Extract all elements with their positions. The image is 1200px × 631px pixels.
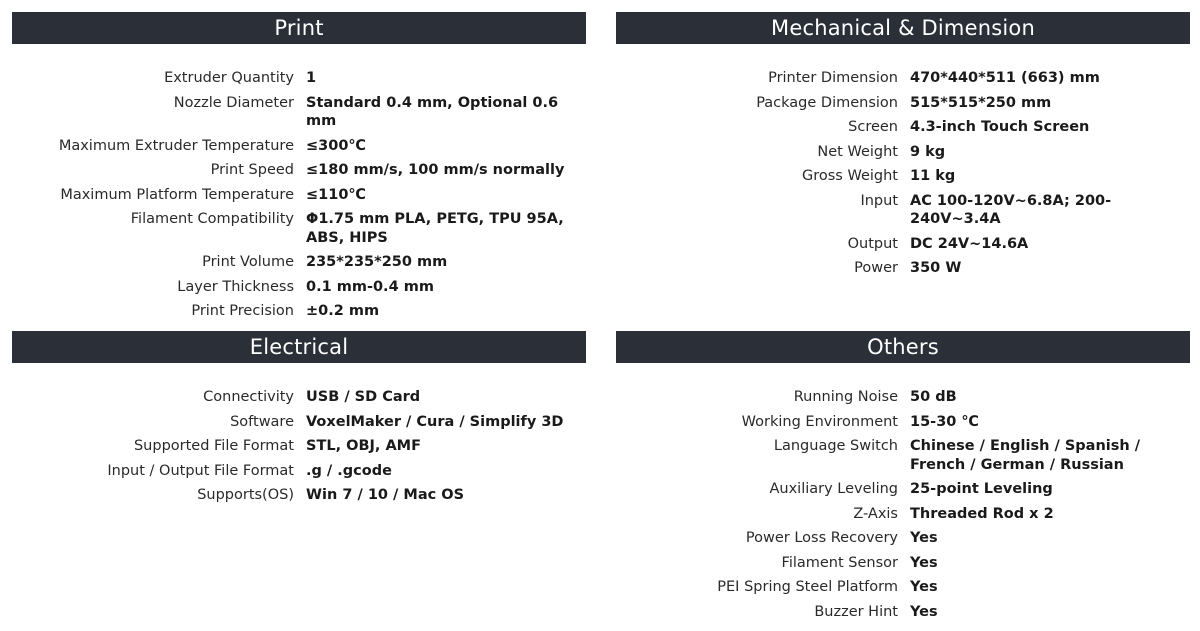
spec-label: Print Volume: [202, 254, 294, 270]
spec-row: [616, 69, 1190, 88]
spec-label: Connectivity: [203, 389, 294, 405]
spec-value: 4.3-inch Touch Screen: [910, 119, 1090, 135]
print-section: [12, 12, 586, 327]
spec-row: [12, 186, 586, 205]
spec-value: ≤110℃: [306, 186, 366, 203]
spec-value: USB / SD Card: [306, 389, 421, 405]
spec-row: [12, 94, 586, 131]
spec-row: [12, 69, 586, 88]
spec-value: Threaded Rod x 2: [910, 505, 1054, 522]
spec-label: Supported File Format: [133, 438, 294, 454]
spec-row: [616, 235, 1190, 254]
spec-value: Chinese / English / Spanish / French / German / Russian: [910, 438, 1141, 473]
mechanical-spec-list: [616, 69, 1190, 278]
spec-value: Φ1.75 mm PLA, PETG, TPU 95A, ABS, HIPS: [306, 211, 564, 246]
spec-label: Input: [860, 192, 898, 209]
spec-value: 11 kg: [910, 168, 956, 184]
spec-label: Input / Output File Format: [107, 462, 294, 479]
spec-row: [616, 603, 1190, 622]
spec-row: [616, 437, 1190, 474]
spec-label: Filament Sensor: [781, 554, 898, 571]
spec-label: Maximum Platform Temperature: [60, 186, 294, 203]
spec-value: 15-30 ℃: [910, 413, 979, 430]
spec-label: Filament Compatibility: [130, 211, 294, 227]
spec-label: Package Dimension: [756, 94, 898, 111]
spec-row: [616, 259, 1190, 278]
spec-value: 235*235*250 mm: [306, 254, 448, 270]
spec-label: Maximum Extruder Temperature: [58, 137, 294, 154]
spec-label: Z-Axis: [853, 505, 898, 522]
spec-value: 470*440*511 (663) mm: [910, 70, 1100, 86]
others-section: [616, 331, 1190, 627]
spec-row: [12, 253, 586, 272]
spec-label: Auxiliary Leveling: [769, 481, 898, 497]
spec-value: AC 100-120V~6.8A; 200-240V~3.4A: [910, 192, 1112, 227]
spec-row: [12, 462, 586, 481]
spec-value: 50 dB: [910, 389, 957, 405]
spec-value: 0.1 mm-0.4 mm: [306, 278, 434, 295]
spec-row: [616, 167, 1190, 186]
spec-row: [616, 505, 1190, 524]
spec-value: STL, OBJ, AMF: [306, 438, 422, 454]
spec-value: Yes: [910, 530, 938, 546]
spec-row: [12, 388, 586, 407]
spec-label: PEI Spring Steel Platform: [717, 579, 898, 595]
spec-label: Power Loss Recovery: [745, 530, 898, 546]
spec-label: Working Environment: [741, 413, 898, 430]
spec-value: 25-point Leveling: [910, 481, 1053, 497]
spec-label: Printer Dimension: [768, 70, 898, 86]
spec-label: Supports(OS): [197, 487, 294, 503]
spec-value: 350 W: [910, 260, 962, 276]
spec-value: ±0.2 mm: [306, 303, 380, 319]
spec-row: [12, 302, 586, 321]
mechanical-section: [616, 12, 1190, 284]
spec-label: Output: [847, 235, 898, 252]
spec-row: [12, 161, 586, 180]
others-section-title: Others: [616, 331, 1190, 363]
electrical-section: [12, 331, 586, 511]
spec-value: DC 24V~14.6A: [910, 235, 1029, 252]
spec-row: [12, 210, 586, 247]
spec-label: Language Switch: [773, 438, 898, 454]
spec-row: [12, 278, 586, 297]
spec-row: [616, 578, 1190, 597]
spec-label: Gross Weight: [802, 168, 898, 184]
spec-value: Win 7 / 10 / Mac OS: [306, 487, 465, 503]
spec-value: Standard 0.4 mm, Optional 0.6 mm: [306, 94, 559, 129]
spec-row: [616, 554, 1190, 573]
spec-row: [12, 137, 586, 156]
spec-label: Running Noise: [793, 389, 898, 405]
spec-label: Nozzle Diameter: [173, 94, 294, 111]
print-spec-list: [12, 69, 586, 321]
spec-row: [616, 143, 1190, 162]
spec-row: [616, 94, 1190, 113]
spec-label: Software: [230, 413, 294, 430]
print-section-title: Print: [12, 12, 586, 44]
spec-value: VoxelMaker / Cura / Simplify 3D: [306, 413, 564, 430]
spec-row: [616, 529, 1190, 548]
spec-value: 515*515*250 mm: [910, 94, 1052, 111]
spec-label: Power: [854, 260, 898, 276]
spec-label: Print Precision: [191, 303, 294, 319]
electrical-section-title: Electrical: [12, 331, 586, 363]
spec-value: Yes: [910, 579, 938, 595]
spec-row: [616, 388, 1190, 407]
spec-value: ≤300℃: [306, 137, 366, 154]
spec-value: .g / .gcode: [306, 462, 392, 479]
spec-value: 9 kg: [910, 143, 946, 160]
spec-row: [616, 480, 1190, 499]
spec-label: Net Weight: [817, 143, 898, 160]
spec-row: [12, 413, 586, 432]
spec-row: [12, 437, 586, 456]
electrical-spec-list: [12, 388, 586, 505]
spec-row: [12, 486, 586, 505]
others-spec-list: [616, 388, 1190, 621]
spec-row: [616, 118, 1190, 137]
spec-row: [616, 413, 1190, 432]
spec-label: Layer Thickness: [177, 278, 294, 295]
spec-row: [616, 192, 1190, 229]
spec-value: Yes: [910, 603, 938, 620]
spec-label: Extruder Quantity: [164, 70, 294, 86]
spec-value: ≤180 mm/s, 100 mm/s normally: [306, 162, 565, 178]
spec-label: Screen: [848, 119, 898, 135]
spec-value: 1: [306, 70, 317, 86]
spec-value: Yes: [910, 554, 938, 571]
spec-label: Print Speed: [210, 162, 294, 178]
spec-label: Buzzer Hint: [814, 603, 898, 620]
mechanical-section-title: Mechanical & Dimension: [616, 12, 1190, 44]
